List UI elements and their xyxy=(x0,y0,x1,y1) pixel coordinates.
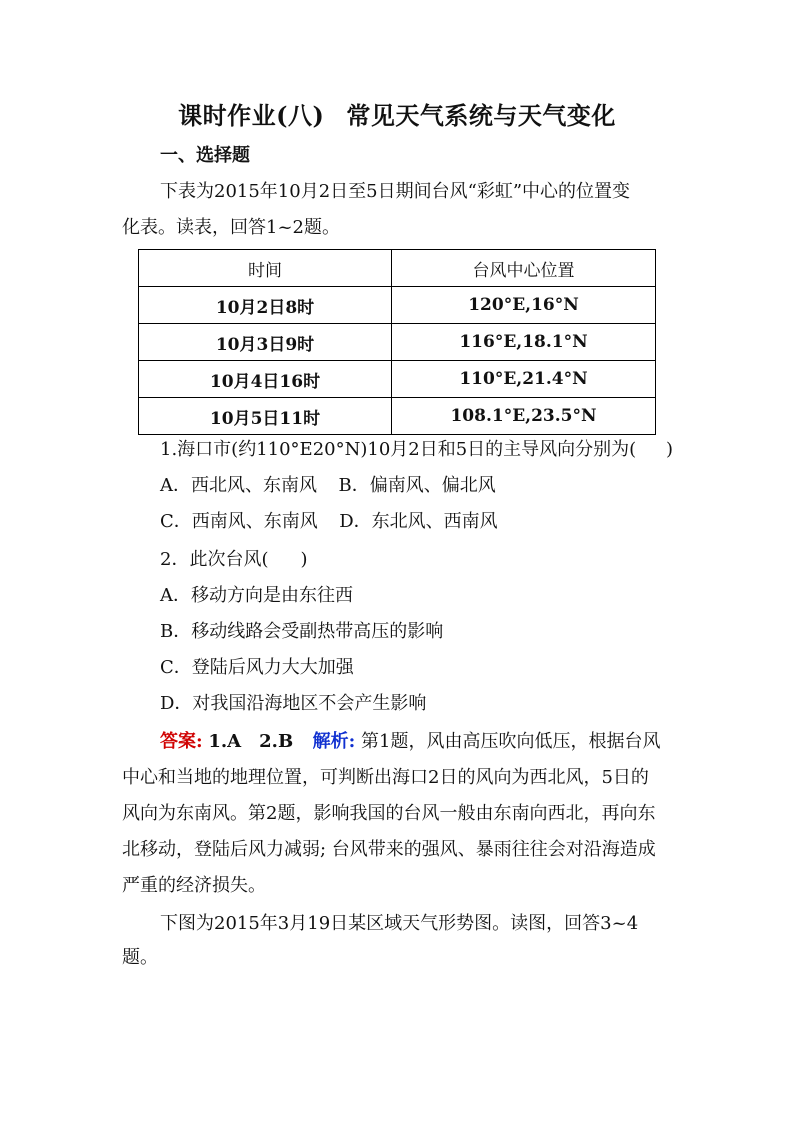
typhoon-position-table xyxy=(138,249,656,435)
q2-option-a: A．移动方向是由东往西 xyxy=(160,585,353,606)
question-1-close-paren: ) xyxy=(666,439,674,460)
intro-line-1: 下表为2015年10月2日至5日期间台风“彩虹”中心的位置变 xyxy=(160,181,631,202)
question-1-text: 1.海口市(约110°E20°N)10月2日和5日的主导风向分别为( xyxy=(160,439,637,460)
answer-label: 答案: xyxy=(160,731,203,752)
q1-option-a: A．西北风、东南风 xyxy=(160,475,317,496)
q2-option-d: D．对我国沿海地区不会产生影响 xyxy=(160,693,427,714)
cell-position: 110°E,21.4°N xyxy=(392,361,656,398)
question-2-close-paren: ) xyxy=(300,549,308,570)
analysis-label: 解析: xyxy=(312,731,356,752)
table-row xyxy=(139,361,656,398)
analysis-text-1: 第1题，风由高压吹向低压，根据台风 xyxy=(361,731,661,752)
table-row xyxy=(139,287,656,324)
q2-option-b: B．移动线路会受副热带高压的影响 xyxy=(160,621,444,642)
title-part1: 课时作业(八) xyxy=(178,101,325,130)
analysis-line-5: 严重的经济损失。 xyxy=(122,875,266,896)
answer-values: 1.A 2.B xyxy=(208,731,294,752)
cell-time: 10月5日11时 xyxy=(139,398,392,435)
q1-option-b: B．偏南风、偏北风 xyxy=(338,475,496,496)
analysis-line-3: 风向为东南风。第2题，影响我国的台风一般由东南向西北，再向东 xyxy=(122,803,656,824)
q1-options-cd xyxy=(160,510,498,534)
cell-time: 10月2日8时 xyxy=(139,287,392,324)
cell-time: 10月4日16时 xyxy=(139,361,392,398)
intro-line-2: 化表。读表，回答1~2题。 xyxy=(122,217,340,238)
page-title xyxy=(0,96,794,131)
table-row xyxy=(139,324,656,361)
analysis-line-2: 中心和当地的地理位置，可判断出海口2日的风向为西北风，5日的 xyxy=(122,767,649,788)
next-intro-line-1: 下图为2015年3月19日某区域天气形势图。读图，回答3~4 xyxy=(160,913,639,934)
table-row xyxy=(139,398,656,435)
q2-option-c: C．登陆后风力大大加强 xyxy=(160,657,354,678)
q1-options-ab xyxy=(160,474,496,498)
cell-position: 120°E,16°N xyxy=(392,287,656,324)
next-intro-line-2: 题。 xyxy=(122,947,158,968)
header-time: 时间 xyxy=(139,250,392,287)
table-header-row xyxy=(139,250,656,287)
cell-position: 116°E,18.1°N xyxy=(392,324,656,361)
question-2-stem xyxy=(160,548,308,572)
title-part2: 常见天气系统与天气变化 xyxy=(346,101,616,130)
cell-position: 108.1°E,23.5°N xyxy=(392,398,656,435)
cell-time: 10月3日9时 xyxy=(139,324,392,361)
header-position: 台风中心位置 xyxy=(392,250,656,287)
question-2-text: 2．此次台风( xyxy=(160,549,269,570)
answer-line-1 xyxy=(160,730,660,754)
q1-option-c: C．西南风、东南风 xyxy=(160,511,318,532)
question-1-stem xyxy=(160,438,636,462)
section-heading: 一、选择题 xyxy=(160,145,250,166)
analysis-line-4: 北移动，登陆后风力减弱; 台风带来的强风、暴雨往往会对沿海造成 xyxy=(122,839,656,860)
q1-option-d: D．东北风、西南风 xyxy=(339,511,498,532)
